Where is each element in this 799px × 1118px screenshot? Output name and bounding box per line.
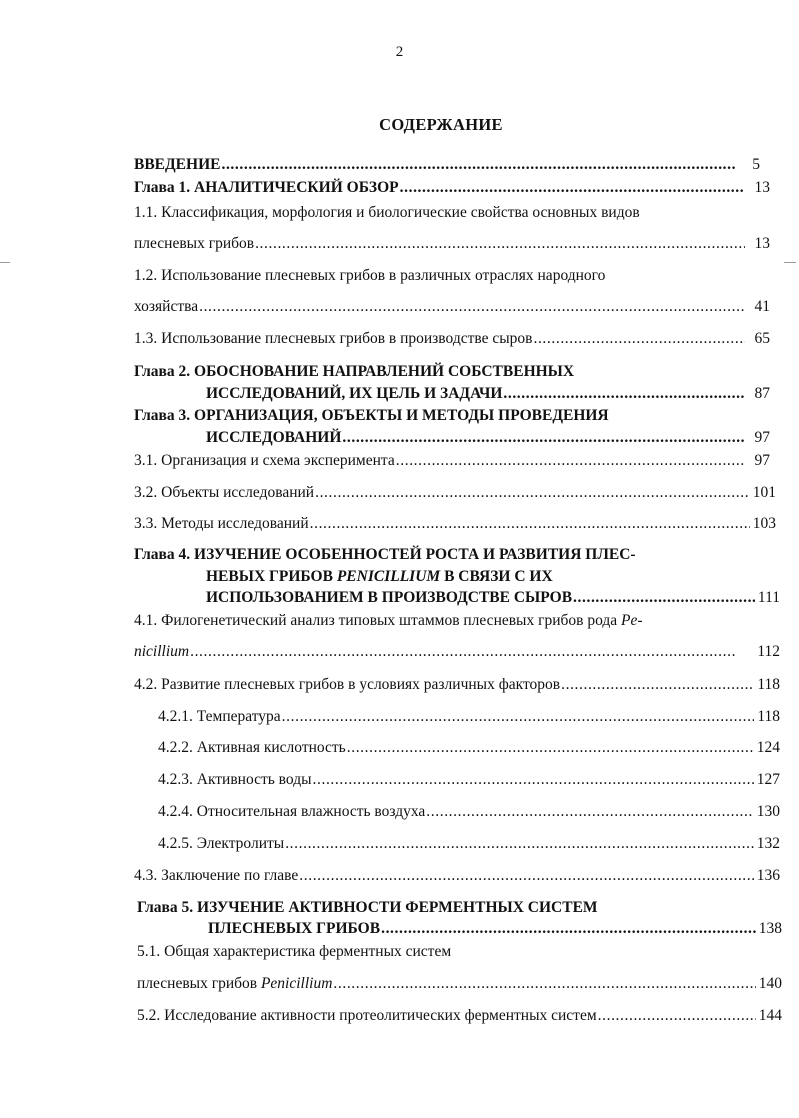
toc-entry-section-1-3[interactable]	[134, 329, 770, 349]
dot-leader	[426, 802, 753, 822]
toc-page-number: 97	[754, 452, 770, 469]
toc-page-number: 124	[756, 739, 780, 756]
toc-entry-text: 4.2.5. Электролиты	[158, 835, 285, 852]
toc-page-number: 101	[752, 484, 776, 501]
toc-entry-section-4-2[interactable]	[134, 675, 780, 695]
toc-entry-text: ПЛЕСНЕВЫХ ГРИБОВ	[208, 920, 381, 937]
toc-page-number: 13	[754, 179, 770, 196]
toc-page-number: 41	[754, 298, 770, 315]
dot-leader	[221, 155, 735, 175]
toc-entry-text: 4.2. Развитие плесневых грибов в условиях различных факторов	[134, 676, 561, 693]
toc-entry-section-4-1[interactable]	[134, 642, 780, 662]
toc-entry-chapter-5-line1: Глава 5. ИЗУЧЕНИЕ АКТИВНОСТИ ФЕРМЕНТНЫХ СИСТЕМ	[137, 899, 598, 916]
genus-name: Penicillium	[260, 975, 333, 992]
toc-page-number: 132	[756, 835, 780, 852]
toc-entry-section-5-1[interactable]	[137, 974, 782, 994]
toc-entry-5-1-line1: 5.1. Общая характеристика ферментных систем	[137, 943, 452, 960]
toc-entry-section-3-2[interactable]	[134, 483, 776, 503]
dot-leader	[533, 329, 745, 349]
toc-entry-text: 4.1. Филогенетический анализ типовых штаммов плесневых грибов рода	[134, 612, 618, 629]
toc-entry-text: ИСПОЛЬЗОВАНИЕМ В ПРОИЗВОДСТВЕ СЫРОВ	[206, 589, 573, 606]
dot-leader	[190, 642, 737, 662]
toc-entry-section-4-2-5[interactable]	[158, 834, 780, 854]
toc-page-number: 136	[756, 867, 780, 884]
toc-entry-text: 5.2. Исследование активности протеолитических ферментных систем	[137, 1007, 597, 1024]
dot-leader	[400, 178, 745, 198]
toc-entry-text: 4.2.2. Активная кислотность	[158, 739, 346, 756]
toc-entry-4-1-line1	[134, 611, 643, 631]
toc-entry-text: Глава 1. АНАЛИТИЧЕСКИЙ ОБЗОР	[134, 179, 399, 196]
dot-leader	[282, 707, 755, 727]
toc-entry-chapter-4-line2	[206, 567, 553, 587]
genus-name: PENICILLIUM	[336, 568, 441, 585]
toc-entry-chapter-4-line1: Глава 4. ИЗУЧЕНИЕ ОСОБЕННОСТЕЙ РОСТА И РАЗВИТИЯ ПЛЕС-	[134, 546, 636, 563]
toc-entry-section-3-3[interactable]	[134, 514, 776, 534]
dot-leader	[299, 866, 753, 886]
toc-entry-text: nicillium	[134, 643, 190, 660]
toc-page-number: 5	[752, 156, 760, 173]
dot-leader	[573, 588, 755, 608]
dot-leader	[396, 451, 745, 471]
dot-leader	[342, 428, 745, 448]
toc-page-number: 87	[754, 385, 770, 402]
dot-leader	[315, 483, 750, 503]
dot-leader	[347, 738, 754, 758]
toc-entry-section-4-2-1[interactable]	[158, 707, 780, 727]
toc-entry-chapter-5[interactable]	[208, 919, 782, 939]
scan-mark-right	[784, 262, 796, 263]
toc-entry-section-1-2[interactable]	[134, 297, 770, 317]
toc-entry-text: 4.2.4. Относительная влажность воздуха	[158, 803, 426, 820]
toc-entry-section-3-1[interactable]	[134, 451, 770, 471]
dot-leader	[255, 234, 745, 254]
dot-leader	[310, 514, 750, 534]
toc-entry-text-part: плесневых грибов	[137, 975, 258, 992]
toc-entry-section-4-2-4[interactable]	[158, 802, 780, 822]
toc-page-number: 13	[754, 235, 770, 252]
toc-entry-text: ИССЛЕДОВАНИЙ	[206, 429, 342, 446]
toc-entry-chapter-3-line1: Глава 3. ОРГАНИЗАЦИЯ, ОБЪЕКТЫ И МЕТОДЫ ПРОВЕДЕНИЯ	[134, 407, 609, 424]
toc-entry-text: 3.3. Методы исследований	[134, 515, 309, 532]
toc-page-number: 111	[757, 589, 780, 606]
page-title: СОДЕРЖАНИЕ	[379, 115, 503, 134]
toc-entry-text: НЕВЫХ ГРИБОВ	[206, 568, 333, 585]
toc-entry-chapter-4[interactable]	[206, 588, 780, 608]
dot-leader	[561, 675, 754, 695]
toc-entry-text: 4.2.1. Температура	[158, 708, 281, 725]
toc-entry-text: 1.3. Использование плесневых грибов в производстве сыров	[134, 330, 533, 347]
toc-page-number: 140	[758, 975, 782, 992]
toc-entry-chapter-2-line1: Глава 2. ОБОСНОВАНИЕ НАПРАВЛЕНИЙ СОБСТВЕННЫХ	[134, 363, 575, 380]
toc-entry-section-4-2-2[interactable]	[158, 738, 780, 758]
toc-entry-section-4-2-3[interactable]	[158, 770, 780, 790]
toc-entry-text: хозяйства	[134, 298, 199, 315]
dot-leader	[199, 297, 745, 317]
dot-leader	[313, 770, 754, 790]
toc-page-number: 138	[758, 920, 782, 937]
toc-entry-introduction[interactable]	[134, 155, 760, 175]
toc-entry-text: ИССЛЕДОВАНИЙ, ИХ ЦЕЛЬ И ЗАДАЧИ	[206, 385, 503, 402]
toc-entry-text: 4.2.3. Активность воды	[158, 771, 312, 788]
toc-page-number: 112	[757, 643, 780, 660]
toc-entry-text: ВВЕДЕНИЕ	[134, 156, 221, 173]
toc-entry-section-5-2[interactable]	[137, 1006, 782, 1026]
toc-entry-text: 3.2. Объекты исследований	[134, 484, 315, 501]
toc-entry-section-4-3[interactable]	[134, 866, 780, 886]
scan-mark-left	[0, 262, 10, 263]
toc-entry-chapter-1[interactable]	[134, 178, 770, 198]
toc-page-number: 127	[756, 771, 780, 788]
toc-page-number: 103	[752, 515, 776, 532]
toc-page-number: 65	[754, 330, 770, 347]
dot-leader	[285, 834, 754, 854]
page-number: 2	[395, 44, 404, 60]
toc-page-number: 130	[756, 803, 780, 820]
toc-entry-text	[137, 974, 332, 994]
toc-page-number: 118	[757, 708, 780, 725]
dot-leader	[598, 1006, 756, 1026]
toc-entry-chapter-2[interactable]	[206, 384, 770, 404]
toc-entry-section-1-1[interactable]	[134, 234, 770, 254]
toc-entry-text: 3.1. Организация и схема эксперимента	[134, 452, 395, 469]
dot-leader	[381, 919, 756, 939]
dot-leader	[333, 974, 755, 994]
toc-entry-1-2-line1: 1.2. Использование плесневых грибов в различных отраслях народного	[134, 267, 606, 284]
toc-page-number: 144	[758, 1007, 782, 1024]
toc-entry-text: 4.3. Заключение по главе	[134, 867, 299, 884]
toc-entry-1-1-line1: 1.1. Классификация, морфология и биологические свойства основных видов	[134, 204, 640, 221]
genus-name-part: Pe-	[621, 612, 643, 629]
toc-entry-text: В СВЯЗИ С ИХ	[444, 568, 553, 585]
toc-entry-chapter-3[interactable]	[206, 428, 770, 448]
toc-entry-text: плесневых грибов	[134, 235, 255, 252]
dot-leader	[503, 384, 745, 404]
toc-page-number: 97	[754, 429, 770, 446]
toc-page-number: 118	[757, 676, 780, 693]
